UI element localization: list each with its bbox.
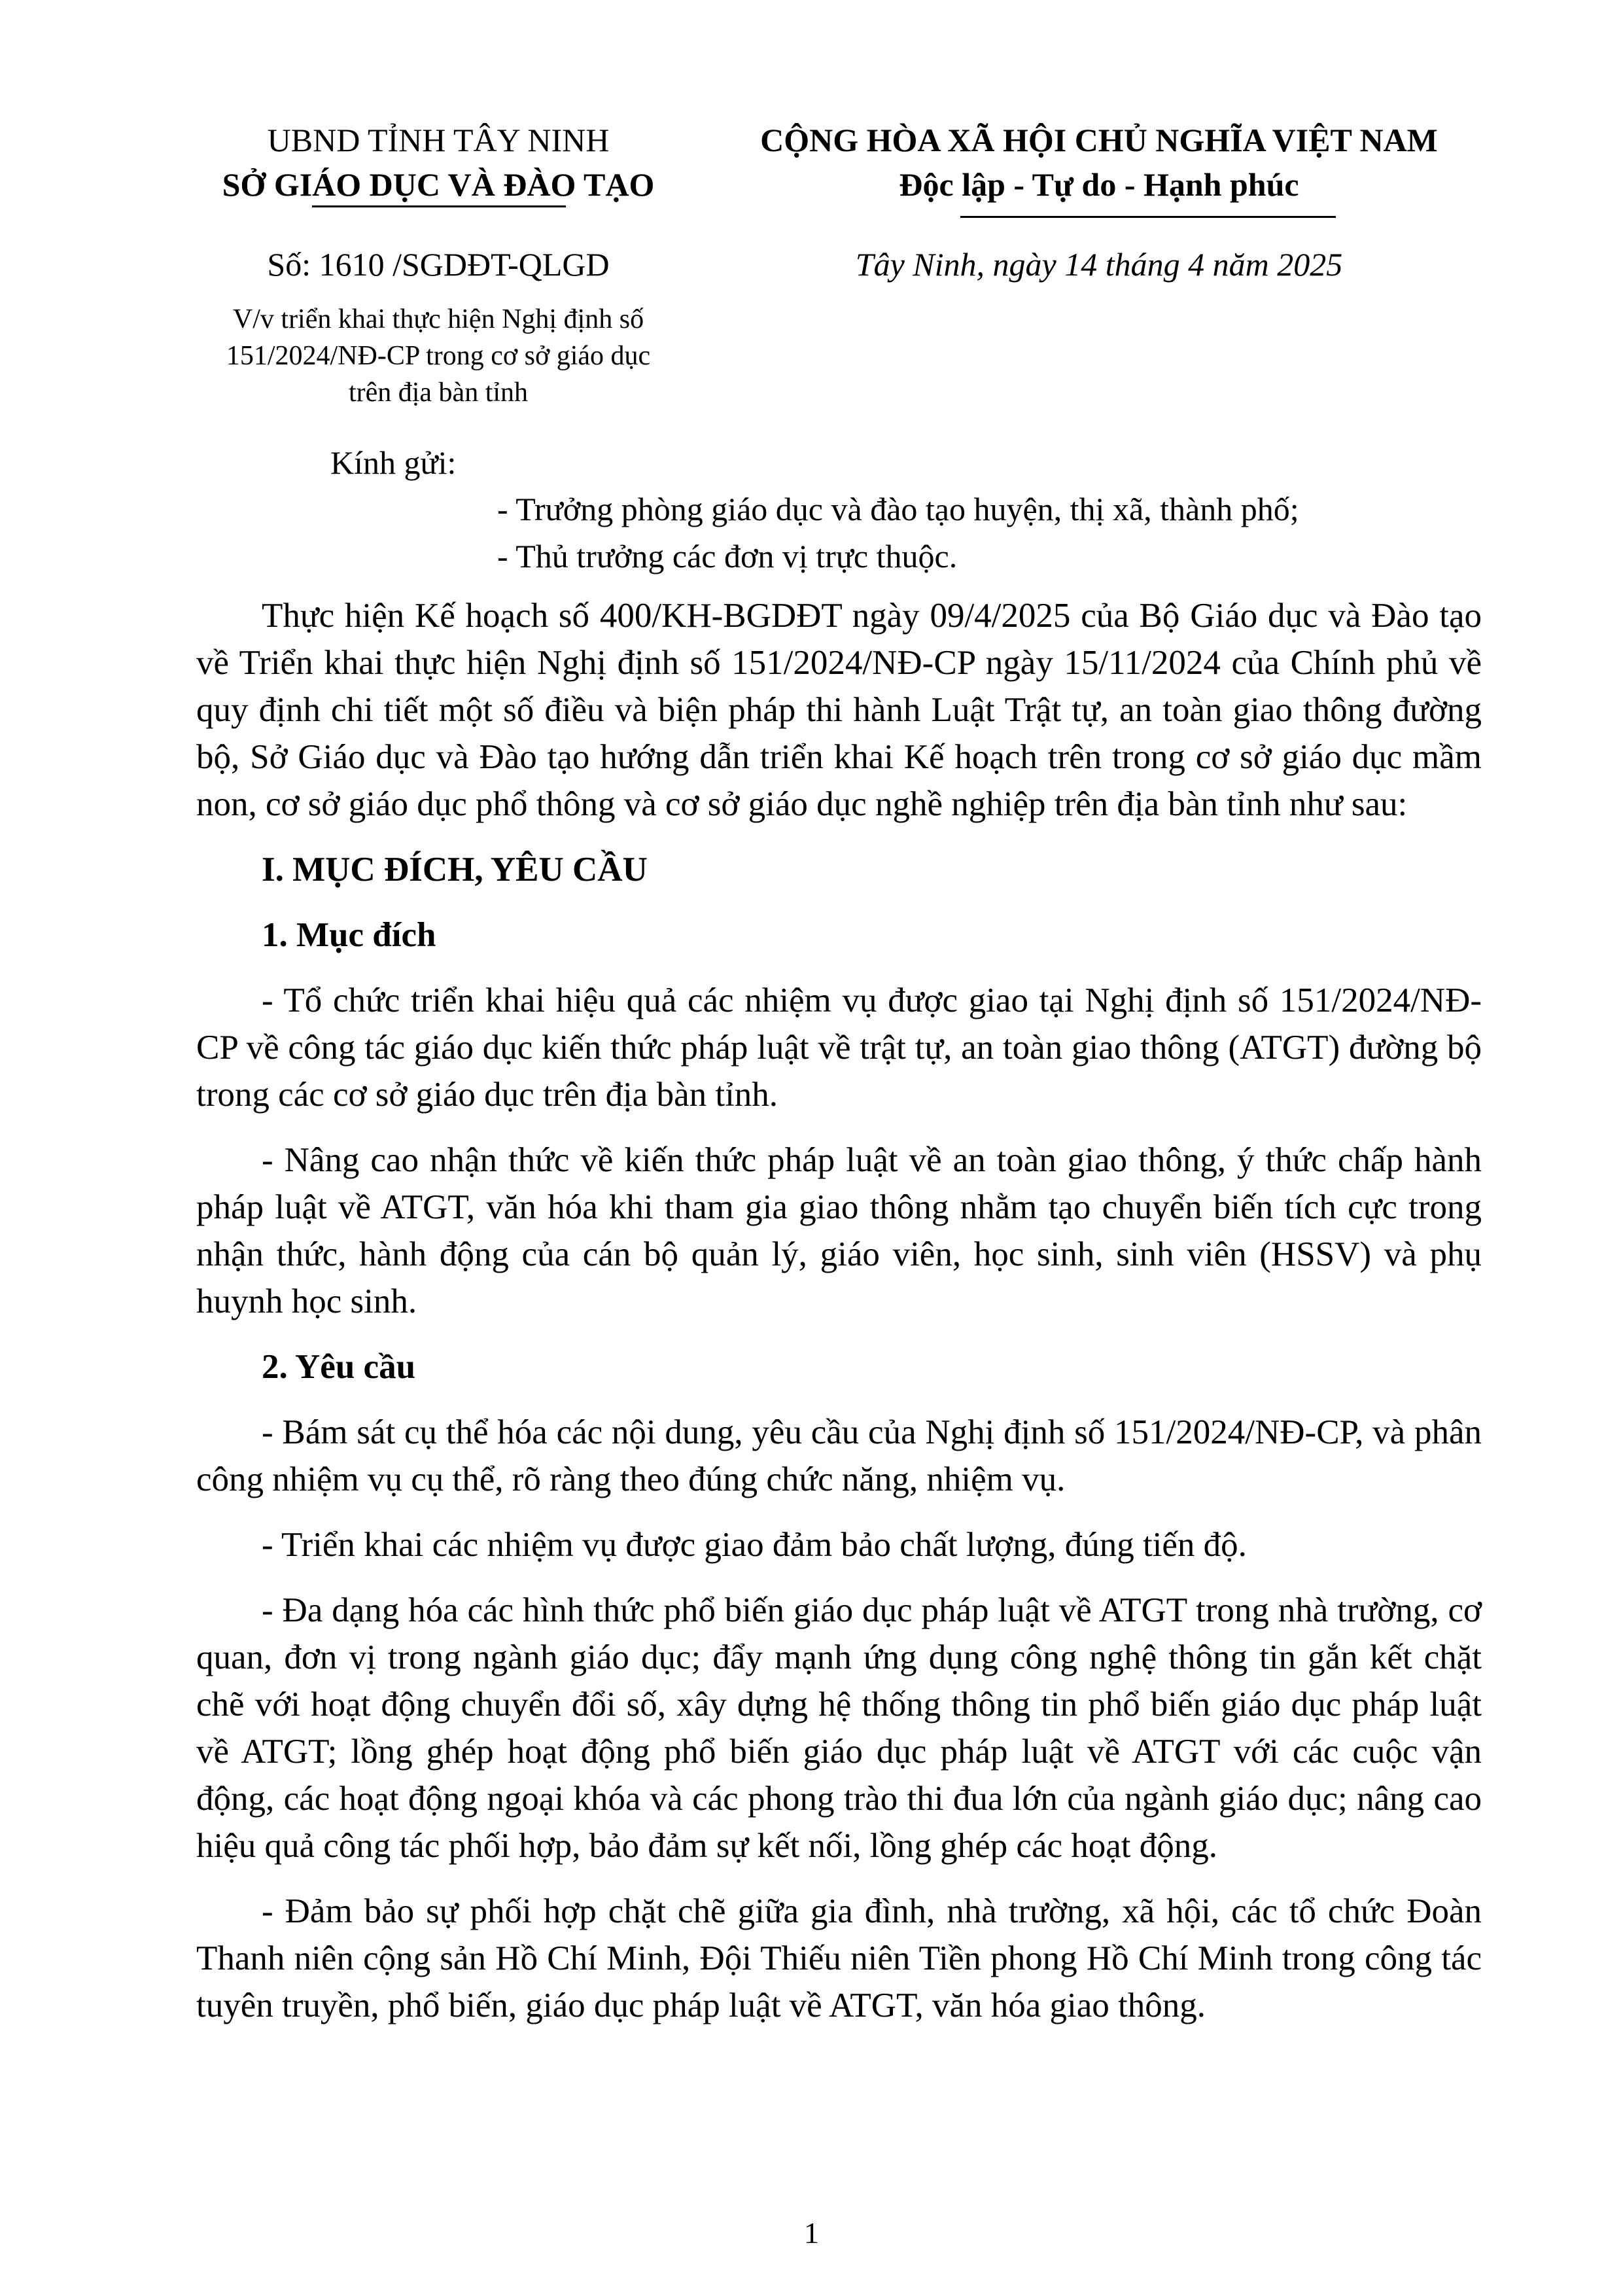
document-subject: [177, 301, 700, 411]
place-date: Tây Ninh, ngày 14 tháng 4 năm 2025: [855, 246, 1343, 283]
purpose-item: - Nâng cao nhận thức về kiến thức pháp luật về an toàn giao thông, ý thức chấp hành pháp luật về ATGT, văn hóa khi tham gia giao thông nhằm tạo chuyển biến tích cực trong nhận thức, hành động của cán bộ quản lý, giáo viên, học sinh, sinh viên (HSSV) và phụ huynh học sinh.: [196, 1141, 1482, 1320]
recipient-item: - Thủ trưởng các đơn vị trực thuộc.: [497, 538, 958, 574]
section-heading: I. MỤC ĐÍCH, YÊU CẦU: [262, 851, 648, 889]
national-motto: Độc lập - Tự do - Hạnh phúc: [899, 166, 1299, 203]
requirement-item: - Đảm bảo sự phối hợp chặt chẽ giữa gia đình, nhà trường, xã hội, các tổ chức Đoàn Thanh niên cộng sản Hồ Chí Minh, Đội Thiếu niên Tiền phong Hồ Chí Minh trong công tác tuyên truyền, phổ biến, giáo dục pháp luật về ATGT, văn hóa giao thông.: [196, 1892, 1482, 2024]
subsection-heading: 1. Mục đích: [262, 916, 436, 954]
recipient-item: - Trưởng phòng giáo dục và đào tạo huyện, thị xã, thành phố;: [497, 491, 1299, 527]
parent-agency: UBND TỈNH TÂY NINH: [267, 122, 610, 158]
agency-underline: [312, 205, 566, 207]
document-number: Số: 1610 /SGDĐT-QLGD: [267, 246, 610, 283]
intro-paragraph: Thực hiện Kế hoạch số 400/KH-BGDĐT ngày 09/4/2025 của Bộ Giáo dục và Đào tạo về Triển khai thực hiện Nghị định số 151/2024/NĐ-CP ngày 15/11/2024 của Chính phủ về quy định chi tiết một số điều và biện pháp thi hành Luật Trật tự, an toàn giao thông đường bộ, Sở Giáo dục và Đào tạo hướng dẫn triển khai Kế hoạch trên trong cơ sở giáo dục mầm non, cơ sở giáo dục phổ thông và cơ sở giáo dục nghề nghiệp trên địa bàn tỉnh như sau:: [196, 597, 1482, 823]
requirement-item: - Đa dạng hóa các hình thức phổ biến giáo dục pháp luật về ATGT trong nhà trường, cơ quan, đơn vị trong ngành giáo dục; đẩy mạnh ứng dụng công nghệ thông tin gắn kết chặt chẽ với hoạt động chuyển đổi số, xây dựng hệ thống thông tin phổ biến giáo dục pháp luật về ATGT; lồng ghép hoạt động phổ biến giáo dục pháp luật về ATGT với các cuộc vận động, các hoạt động ngoại khóa và các phong trào thi đua lớn của ngành giáo dục; nâng cao hiệu quả công tác phối hợp, bảo đảm sự kết nối, lồng ghép các hoạt động.: [196, 1591, 1482, 1865]
issuing-agency: [177, 118, 700, 207]
document-body: [196, 592, 1482, 2047]
recipient-list: [497, 486, 1299, 580]
motto-underline: [960, 216, 1336, 218]
purpose-item: - Tổ chức triển khai hiệu quả các nhiệm vụ được giao tại Nghị định số 151/2024/NĐ-CP về công tác giáo dục kiến thức pháp luật về trật tự, an toàn giao thông (ATGT) đường bộ trong các cơ sở giáo dục trên địa bàn tỉnh.: [196, 981, 1482, 1114]
subject-line: V/v triển khai thực hiện Nghị định số: [232, 304, 644, 334]
requirement-item: - Triển khai các nhiệm vụ được giao đảm bảo chất lượng, đúng tiến độ.: [262, 1526, 1247, 1564]
salutation-label: Kính gửi:: [330, 444, 457, 481]
page-number: 1: [804, 2216, 819, 2250]
subject-line: trên địa bàn tỉnh: [348, 378, 529, 408]
nation-name: CỘNG HÒA XÃ HỘI CHỦ NGHĨA VIỆT NAM: [760, 122, 1438, 158]
subsection-heading: 2. Yêu cầu: [262, 1348, 416, 1386]
national-title: [707, 118, 1492, 207]
requirement-item: - Bám sát cụ thể hóa các nội dung, yêu cầu của Nghị định số 151/2024/NĐ-CP, và phân công nhiệm vụ cụ thể, rõ ràng theo đúng chức năng, nhiệm vụ.: [196, 1413, 1482, 1498]
subject-line: 151/2024/NĐ-CP trong cơ sở giáo dục: [226, 341, 651, 371]
agency-name: SỞ GIÁO DỤC VÀ ĐÀO TẠO: [222, 166, 655, 203]
